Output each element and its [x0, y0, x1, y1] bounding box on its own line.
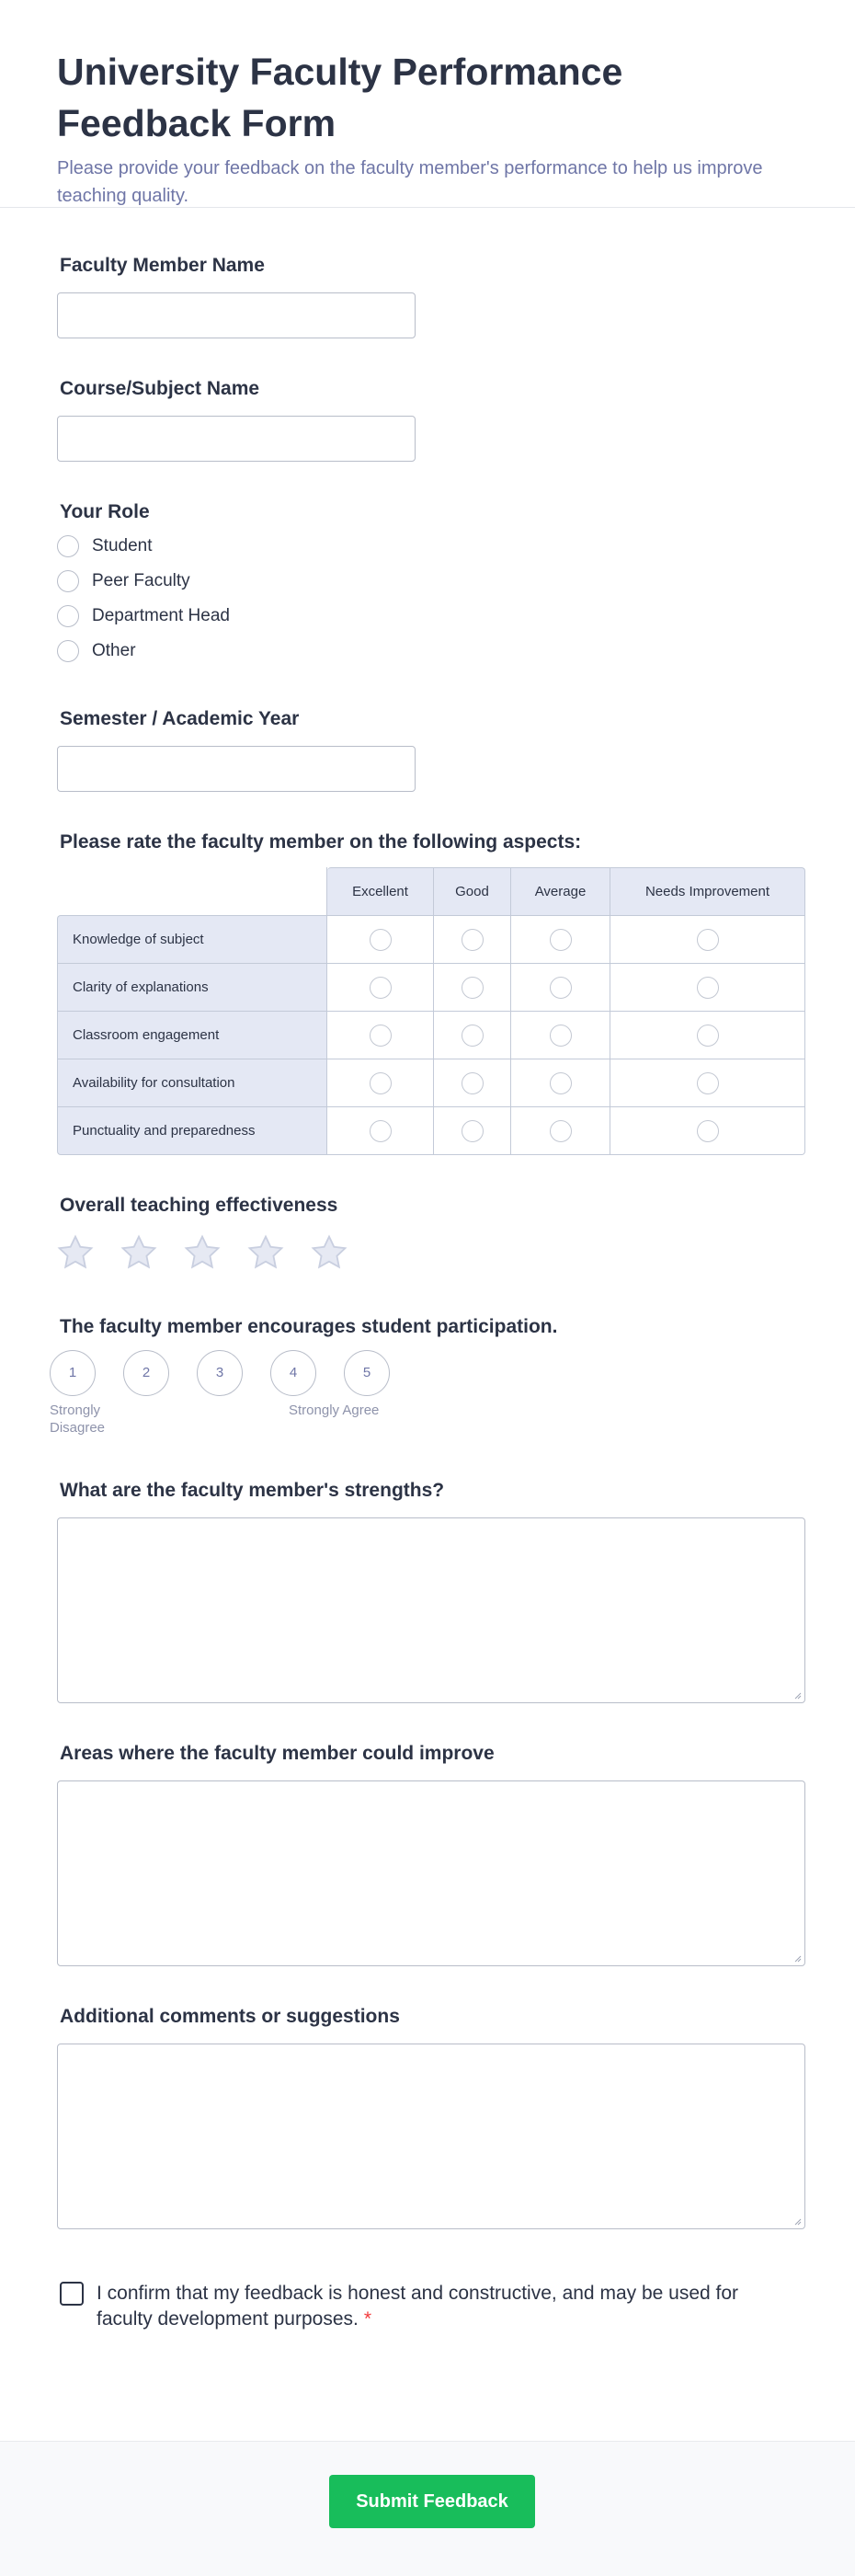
resize-grip-icon[interactable]	[792, 2216, 802, 2226]
improve-field	[57, 1742, 798, 1966]
matrix-radio[interactable]	[462, 1025, 484, 1047]
matrix-row	[57, 915, 805, 963]
matrix-column-excellent: Excellent	[327, 867, 434, 915]
confirm-text: I confirm that my feedback is honest and constructive, and may be used for faculty development purposes.	[97, 2283, 739, 2330]
scale-option[interactable]: 1	[50, 1350, 96, 1396]
scale-option[interactable]: 5	[344, 1350, 390, 1396]
matrix-row-label: Classroom engagement	[57, 1011, 327, 1059]
matrix-row-label: Availability for consultation	[57, 1059, 327, 1106]
star-icon[interactable]	[182, 1232, 222, 1273]
matrix-row-label: Punctuality and preparedness	[57, 1106, 327, 1155]
confirm-label	[97, 2281, 758, 2332]
role-option-department-head[interactable]	[57, 599, 798, 634]
matrix-row	[57, 963, 805, 1011]
improve-label: Areas where the faculty member could improve	[60, 1743, 495, 1764]
submit-button[interactable]: Submit Feedback	[329, 2475, 535, 2528]
course-name-input[interactable]	[57, 416, 416, 462]
semester-field	[57, 707, 798, 792]
role-option-label: Department Head	[92, 606, 230, 625]
role-option-peer-faculty[interactable]	[57, 564, 798, 599]
rating-matrix-field	[57, 830, 798, 1155]
matrix-radio[interactable]	[462, 929, 484, 951]
scale-high-label: Strongly Agree	[289, 1402, 380, 1418]
strengths-label: What are the faculty member's strengths?	[60, 1480, 445, 1501]
role-field	[57, 500, 798, 669]
form-title: University Faculty Performance Feedback Form	[57, 51, 623, 144]
comments-textarea[interactable]	[57, 2044, 805, 2229]
matrix-radio[interactable]	[462, 977, 484, 999]
role-option-label: Student	[92, 536, 153, 555]
matrix-radio[interactable]	[697, 977, 719, 999]
form-footer	[0, 2441, 855, 2576]
comments-label: Additional comments or suggestions	[60, 2006, 400, 2027]
matrix-radio[interactable]	[550, 1120, 572, 1142]
matrix-radio[interactable]	[697, 1025, 719, 1047]
matrix-column-needs-improvement: Needs Improvement	[610, 867, 805, 915]
matrix-radio[interactable]	[697, 1072, 719, 1094]
star-rating-field	[57, 1194, 798, 1273]
strengths-field	[57, 1479, 798, 1703]
form-subtitle: Please provide your feedback on the faculty member's performance to help us improve teaching quality.	[57, 158, 763, 206]
confirm-checkbox[interactable]	[60, 2282, 84, 2306]
semester-label: Semester / Academic Year	[60, 708, 300, 729]
matrix-radio[interactable]	[550, 977, 572, 999]
star-rating-label: Overall teaching effectiveness	[60, 1195, 338, 1216]
radio-circle[interactable]	[57, 570, 79, 592]
confirm-field	[57, 2281, 798, 2332]
matrix-radio[interactable]	[462, 1120, 484, 1142]
course-name-field	[57, 377, 798, 462]
scale-low-label: Strongly Disagree	[50, 1402, 106, 1436]
faculty-name-input[interactable]	[57, 292, 416, 338]
matrix-radio[interactable]	[697, 929, 719, 951]
matrix-row	[57, 1059, 805, 1106]
strengths-textarea[interactable]	[57, 1517, 805, 1703]
semester-input[interactable]	[57, 746, 416, 792]
star-rating	[55, 1232, 798, 1273]
star-icon[interactable]	[309, 1232, 349, 1273]
matrix-radio[interactable]	[370, 1025, 392, 1047]
scale-option[interactable]: 3	[197, 1350, 243, 1396]
scale-rating-field	[50, 1315, 798, 1442]
radio-circle[interactable]	[57, 640, 79, 662]
matrix-radio[interactable]	[370, 929, 392, 951]
matrix-column-average: Average	[511, 867, 610, 915]
form-content	[0, 254, 855, 2332]
matrix-radio[interactable]	[370, 977, 392, 999]
matrix-row-label: Clarity of explanations	[57, 963, 327, 1011]
comments-field	[57, 2005, 798, 2229]
matrix-row	[57, 1106, 805, 1155]
matrix-radio[interactable]	[697, 1120, 719, 1142]
matrix-row-label: Knowledge of subject	[57, 915, 327, 963]
form-header	[0, 0, 855, 208]
scale-rating-label: The faculty member encourages student participation.	[60, 1316, 558, 1337]
radio-circle[interactable]	[57, 535, 79, 557]
required-mark: *	[363, 2308, 372, 2330]
faculty-name-field	[57, 254, 798, 338]
star-icon[interactable]	[119, 1232, 159, 1273]
matrix-row	[57, 1011, 805, 1059]
matrix-radio[interactable]	[550, 929, 572, 951]
matrix-radio[interactable]	[550, 1025, 572, 1047]
scale-option[interactable]: 2	[123, 1350, 169, 1396]
rating-matrix	[57, 867, 805, 1155]
role-option-other[interactable]	[57, 634, 798, 669]
course-name-label: Course/Subject Name	[60, 378, 260, 399]
matrix-radio[interactable]	[370, 1072, 392, 1094]
role-option-label: Other	[92, 641, 136, 660]
role-label: Your Role	[60, 501, 150, 522]
star-icon[interactable]	[55, 1232, 96, 1273]
matrix-corner	[57, 867, 327, 915]
resize-grip-icon[interactable]	[792, 1690, 802, 1700]
scale-option[interactable]: 4	[270, 1350, 316, 1396]
role-option-student[interactable]	[57, 529, 798, 564]
improve-textarea[interactable]	[57, 1780, 805, 1966]
radio-circle[interactable]	[57, 605, 79, 627]
faculty-name-label: Faculty Member Name	[60, 255, 265, 276]
star-icon[interactable]	[245, 1232, 286, 1273]
rating-matrix-label: Please rate the faculty member on the following aspects:	[60, 831, 582, 853]
scale-rating	[50, 1350, 798, 1442]
matrix-radio[interactable]	[462, 1072, 484, 1094]
matrix-radio[interactable]	[550, 1072, 572, 1094]
matrix-column-good: Good	[434, 867, 511, 915]
resize-grip-icon[interactable]	[792, 1953, 802, 1963]
matrix-radio[interactable]	[370, 1120, 392, 1142]
role-option-label: Peer Faculty	[92, 571, 190, 590]
